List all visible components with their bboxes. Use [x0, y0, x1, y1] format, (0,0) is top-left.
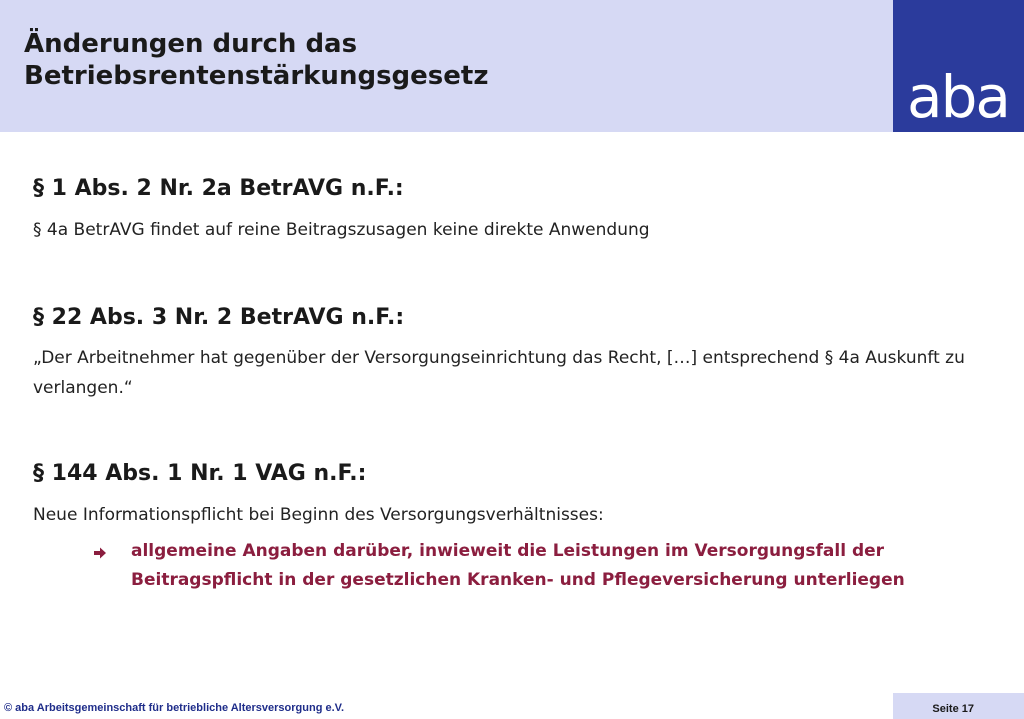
aba-logo-text: aba	[907, 63, 1009, 131]
section-heading-1: § 1 Abs. 2 Nr. 2a BetrAVG n.F.:	[33, 176, 404, 201]
aba-logo	[893, 0, 1024, 132]
section-heading-2: § 22 Abs. 3 Nr. 2 BetrAVG n.F.:	[33, 305, 405, 330]
section-heading-3: § 144 Abs. 1 Nr. 1 VAG n.F.:	[33, 461, 367, 486]
arrow-right-icon-shape	[93, 546, 107, 560]
bullet-item: allgemeine Angaben darüber, inwieweit die Leistungen im Versorgungsfall der Beitragspflicht in der gesetzlichen Kranken- und Pflegeversicherung unterliegen	[131, 541, 905, 590]
title-bar	[0, 0, 893, 132]
title-line-1: Änderungen durch das	[24, 29, 358, 59]
page-title	[24, 28, 488, 92]
title-line-2: Betriebsrentenstärkungsgesetz	[24, 61, 489, 91]
footer-copyright: © aba Arbeitsgemeinschaft für betriebliche Altersversorgung e.V.	[4, 702, 345, 714]
section-text-3: Neue Informationspflicht bei Beginn des Versorgungsverhältnisses:	[33, 505, 604, 525]
page-number-box	[893, 693, 1024, 719]
page-number: Seite 17	[932, 703, 974, 715]
section-text-2: „Der Arbeitnehmer hat gegenüber der Versorgungseinrichtung das Recht, […] entsprechend § 4a Auskunft zu verlangen.“	[33, 348, 965, 398]
aba-logo-mark	[893, 0, 1024, 132]
arrow-right-icon	[93, 541, 107, 569]
section-text-1: § 4a BetrAVG findet auf reine Beitragszusagen keine direkte Anwendung	[33, 220, 650, 240]
